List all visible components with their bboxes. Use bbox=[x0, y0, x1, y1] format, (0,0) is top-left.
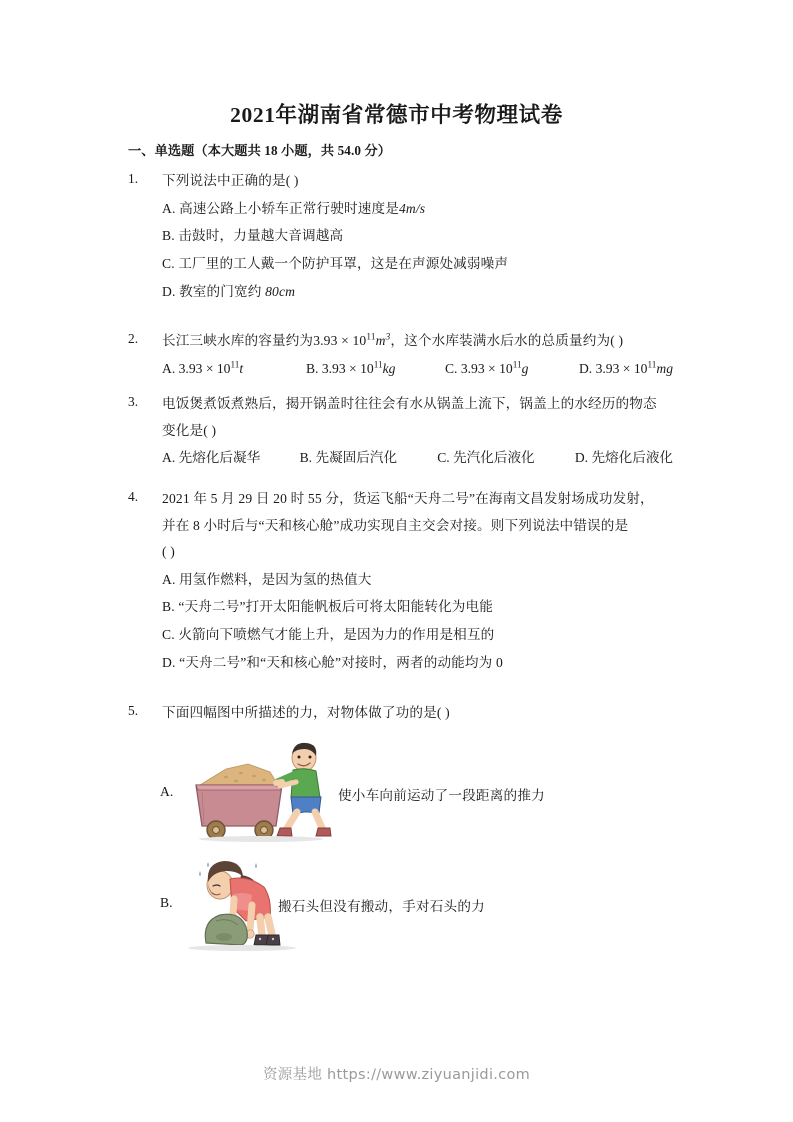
question-stem: 下列说法中正确的是( ) bbox=[162, 173, 299, 188]
question-5 bbox=[128, 700, 673, 727]
option-b: B. “天舟二号”打开太阳能帆板后可将太阳能转化为电能 bbox=[162, 599, 494, 615]
stem-line-2: 变化是( ) bbox=[162, 422, 217, 438]
option-d-letter: D. bbox=[578, 360, 593, 376]
option-row bbox=[162, 444, 673, 472]
option-c-unit: g bbox=[521, 360, 529, 376]
option-a-letter: A. bbox=[162, 360, 176, 376]
question-4 bbox=[128, 486, 673, 677]
option-b bbox=[306, 355, 445, 383]
option-b: B. 先凝固后汽化 bbox=[299, 450, 398, 465]
option-list bbox=[162, 355, 673, 383]
option-a-value: 3.93 × 10 bbox=[178, 360, 231, 376]
boy-pushing-cart-illustration bbox=[186, 742, 336, 849]
question-stem bbox=[162, 391, 673, 444]
option-c-exponent: 11 bbox=[512, 358, 522, 369]
section-heading: 一、单选题（本大题共 18 小题，共 54.0 分） bbox=[128, 143, 392, 158]
question-1 bbox=[128, 168, 673, 306]
figure-option-a-caption: 使小车向前运动了一段距离的推力 bbox=[338, 788, 545, 803]
option-c: C. 工厂里的工人戴一个防护耳罩，这是在声源处减弱噪声 bbox=[162, 256, 509, 272]
option-a-exponent: 11 bbox=[230, 358, 240, 369]
option-a-math: 4m/s bbox=[398, 200, 426, 216]
stem-math-unit: $m^3$ bbox=[375, 331, 391, 348]
option-d-text: D. 教室的门宽约 bbox=[162, 284, 266, 300]
option-list bbox=[162, 444, 673, 472]
figure-option-b-caption: 搬石头但没有搬动，手对石头的力 bbox=[278, 899, 485, 914]
boy-pushing-cart-svg bbox=[186, 742, 336, 844]
option-d: D. “天舟二号”和“天和核心舱”对接时，两者的动能均为 0 bbox=[162, 655, 503, 671]
page-title: 2021年湖南省常德市中考物理试卷 bbox=[230, 103, 563, 127]
option-b-unit: kg bbox=[382, 360, 396, 376]
option-a: A. 先熔化后凝华 bbox=[162, 450, 261, 465]
question-5-option-b bbox=[128, 855, 673, 960]
question-stem bbox=[162, 486, 673, 566]
option-d-exponent: 11 bbox=[647, 358, 657, 369]
option-d-unit: mg bbox=[656, 360, 673, 376]
option-list bbox=[162, 566, 673, 677]
option-c: C. 火箭向下喷燃气才能上升，是因为力的作用是相互的 bbox=[162, 627, 495, 643]
option-c bbox=[445, 355, 579, 383]
stem-line-1: 电饭煲煮饭煮熟后，揭开锅盖时往往会有水从锅盖上流下，锅盖上的水经历的物态 bbox=[162, 396, 657, 411]
option-b-value: 3.93 × 10 bbox=[321, 360, 374, 376]
question-number: 5. bbox=[128, 703, 139, 718]
figure-option-b-letter: B. bbox=[160, 895, 173, 910]
question-5-option-a bbox=[128, 742, 673, 847]
footer-watermark: 资源基地 https://www.ziyuanjidi.com bbox=[262, 1067, 531, 1083]
option-a-text: A. 高速公路上小轿车正常行驶时速度是 bbox=[162, 200, 399, 216]
stem-math: $3.93 \times 10^{11}$ bbox=[313, 331, 376, 348]
question-number: 3. bbox=[128, 394, 139, 409]
stem-text-before: 长江三峡水库的容量约为 bbox=[162, 333, 314, 348]
question-stem: 下面四幅图中所描述的力，对物体做了功的是( ) bbox=[162, 705, 450, 720]
option-a bbox=[162, 195, 673, 223]
option-list bbox=[162, 195, 673, 306]
question-3 bbox=[128, 391, 673, 472]
option-c-value: 3.93 × 10 bbox=[460, 360, 513, 376]
option-b-exponent: 11 bbox=[373, 358, 383, 369]
option-c: C. 先汽化后液化 bbox=[437, 450, 535, 465]
question-number: 4. bbox=[128, 489, 139, 504]
option-d-value: 3.93 × 10 bbox=[595, 360, 648, 376]
option-a bbox=[162, 355, 306, 383]
question-number: 2. bbox=[128, 331, 139, 346]
option-row bbox=[162, 355, 673, 383]
question-stem bbox=[162, 328, 673, 355]
option-a: A. 用氢作燃料，是因为氢的热值大 bbox=[162, 571, 372, 587]
option-d: D. 先熔化后液化 bbox=[574, 450, 674, 465]
option-d bbox=[162, 278, 673, 306]
stem-line-2: 并在 8 小时后与“天和核心舱”成功实现自主交会对接。则下列说法中错误的是 bbox=[162, 517, 629, 533]
stem-line-1: 2021 年 5 月 29 日 20 时 55 分，货运飞船“天舟二号”在海南文昌发射场成功发射， bbox=[162, 491, 654, 506]
option-c-letter: C. bbox=[444, 360, 458, 376]
option-d bbox=[579, 355, 673, 383]
question-number: 1. bbox=[128, 171, 139, 186]
question-2 bbox=[128, 328, 673, 382]
option-b: B. 击鼓时，力量越大音调越高 bbox=[162, 228, 344, 244]
stem-line-3: ( ) bbox=[162, 544, 175, 559]
option-b-letter: B. bbox=[305, 360, 319, 376]
option-a-unit: t bbox=[239, 360, 244, 376]
figure-option-a-letter: A. bbox=[160, 784, 174, 799]
stem-text-after: ，这个水库装满水后水的总质量约为( ) bbox=[390, 333, 624, 348]
option-d-math: 80cm bbox=[265, 284, 296, 300]
